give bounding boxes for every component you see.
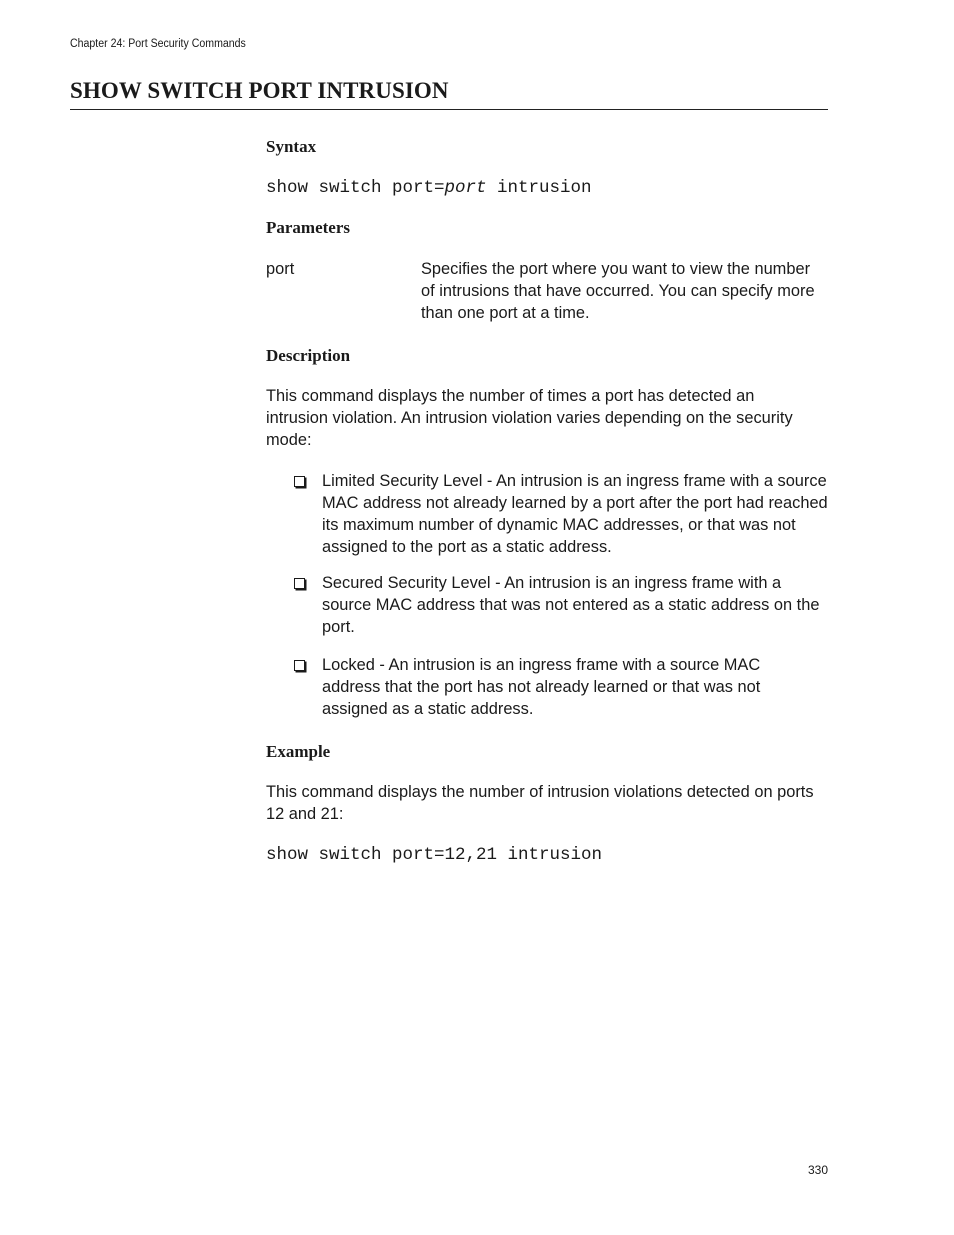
parameters-heading: Parameters — [266, 218, 351, 237]
example-heading: Example — [266, 742, 331, 761]
example-text: This command displays the number of intrusion violations detected on ports 12 and 21: — [266, 783, 814, 823]
syntax-code — [266, 178, 592, 198]
running-header: Chapter 24: Port Security Commands — [70, 38, 246, 50]
param-name: port — [266, 260, 295, 278]
param-description: Specifies the port where you want to view the number of intrusions that have occurred. You can specify more than one port at a time. — [421, 260, 815, 322]
syntax-code-suffix: intrusion — [486, 178, 592, 198]
list-item-text: Locked - An intrusion is an ingress frame with a source MAC address that the port has not already learned or that was not assigned as a static address. — [322, 656, 761, 718]
example-code: show switch port=12,21 intrusion — [266, 845, 603, 865]
page-number: 330 — [808, 1163, 829, 1177]
syntax-code-prefix: show switch port= — [266, 178, 445, 198]
syntax-code-param: port — [444, 178, 487, 198]
description-heading: Description — [266, 346, 351, 365]
page-title: SHOW SWITCH PORT INTRUSION — [70, 78, 449, 103]
checkbox-bullet-icon — [294, 476, 305, 487]
list-item-text: Limited Security Level - An intrusion is an ingress frame with a source MAC address not already learned by a port after the port had reached its maximum number of dynamic MAC addresses, or that was not assigned to the port as a static address. — [322, 472, 828, 556]
title-rule — [70, 109, 828, 110]
checkbox-bullet-icon — [294, 660, 305, 671]
list-item-text: Secured Security Level - An intrusion is an ingress frame with a source MAC address that was not entered as a static address on the port. — [322, 574, 820, 636]
syntax-heading: Syntax — [266, 137, 317, 156]
description-intro: This command displays the number of times a port has detected an intrusion violation. An intrusion violation varies depending on the security mode: — [266, 387, 793, 449]
checkbox-bullet-icon — [294, 578, 305, 589]
